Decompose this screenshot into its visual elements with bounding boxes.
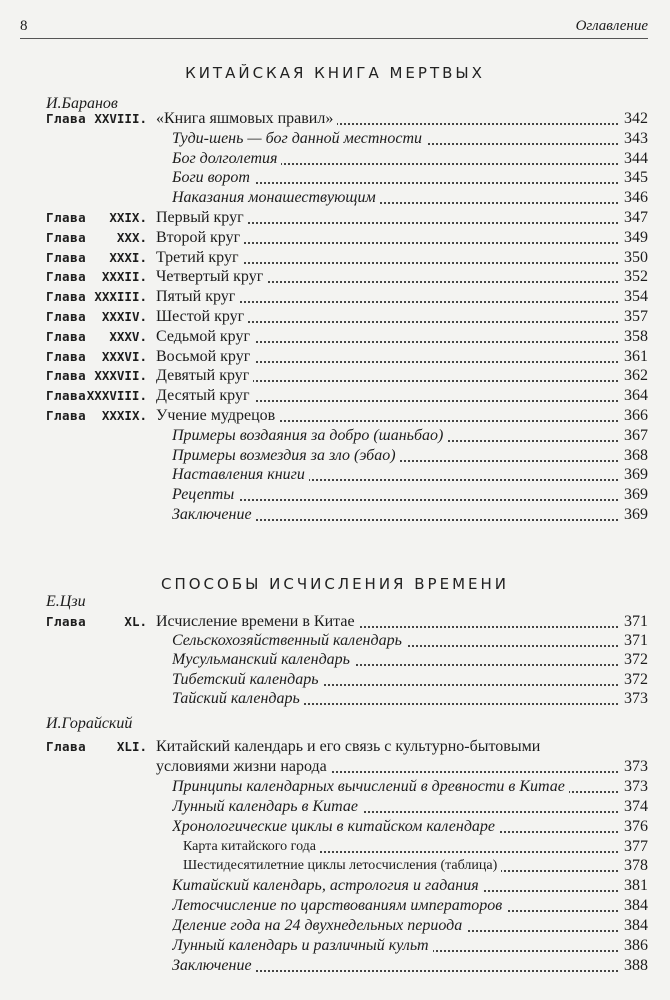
entry-title: Учение мудрецов (156, 407, 279, 424)
chapter-number: XXIX. (109, 210, 147, 225)
toc-entry[interactable] (0, 631, 670, 651)
entry-title: Китайский календарь и его связь с культурно-бытовыми (156, 738, 544, 755)
page-ref: 373 (624, 777, 648, 795)
toc-entry[interactable] (0, 347, 670, 367)
chapter-number: XXXIII. (94, 289, 147, 305)
page-ref: 374 (624, 797, 648, 815)
page-ref: 373 (624, 757, 648, 775)
toc-entry[interactable] (0, 837, 670, 857)
chapter-number: XL. (124, 614, 147, 629)
chapter-label: Глава (46, 309, 87, 324)
entry-title: Принципы календарных вычислений в древности в Китае (172, 778, 569, 795)
author-name: И.Баранов (46, 95, 118, 112)
page-ref: 347 (624, 209, 648, 226)
entry-title: Мусульманский календарь (172, 651, 354, 668)
toc-entry[interactable] (0, 208, 670, 228)
entry-title: Примеры воздаяния за добро (шаньбао) (172, 427, 447, 444)
dot-leader (172, 499, 618, 501)
toc-entry[interactable] (0, 168, 670, 188)
toc-entry[interactable] (0, 129, 670, 149)
toc-entry[interactable] (0, 505, 670, 525)
chapter-number: XXXVII. (94, 368, 147, 384)
page-ref: 371 (624, 632, 648, 650)
chapter-number: XXXI. (109, 249, 147, 265)
entry-title: Наставления книги (172, 466, 309, 483)
entry-title: Лунный календарь в Китае (172, 798, 362, 815)
page-ref: 368 (624, 446, 648, 464)
page-ref: 369 (624, 506, 648, 523)
entry-title: Заключение (172, 506, 256, 523)
chapter-label: Глава (46, 269, 87, 285)
toc-entry[interactable] (0, 612, 670, 632)
chapter-number: XLI. (116, 739, 147, 754)
page-ref: 384 (624, 897, 648, 915)
page-ref: 358 (624, 327, 648, 345)
page-ref: 344 (624, 149, 648, 167)
toc-entry[interactable] (0, 188, 670, 208)
entry-title: Десятый круг (156, 387, 254, 404)
entry-title: Второй круг (156, 229, 244, 246)
toc-entry[interactable] (0, 936, 670, 956)
chapter-label: Глава (46, 348, 87, 364)
toc-entry[interactable] (0, 757, 670, 777)
page-ref: 381 (624, 877, 648, 895)
chapter-label: Глава (46, 229, 87, 245)
chapter-label: Глава (46, 328, 87, 344)
page-ref: 371 (624, 613, 648, 630)
toc-entry[interactable] (0, 876, 670, 896)
entry-title: «Книга яшмовых правил» (156, 110, 337, 127)
chapter-label: Глава (46, 111, 87, 126)
entry-title: Шестой круг (156, 308, 248, 325)
chapter-number: XXXIV. (101, 309, 147, 324)
toc-entry[interactable] (0, 916, 670, 936)
page-ref: 342 (624, 110, 648, 127)
entry-title: Шестидесятилетние циклы летосчисления (таблица) (183, 858, 501, 873)
page-ref: 343 (624, 129, 648, 147)
page-ref: 376 (624, 817, 648, 835)
chapter-number: XXXV. (109, 328, 147, 344)
page-ref: 378 (624, 857, 648, 875)
page-ref: 366 (624, 407, 648, 424)
page-ref: 362 (624, 367, 648, 385)
toc-entry[interactable] (0, 327, 670, 347)
entry-title: условиями жизни народа (156, 758, 331, 775)
entry-title: Деление года на 24 двухнедельных периода (172, 917, 466, 934)
entry-title: Бог долголетия (172, 150, 281, 167)
chapter-label: Глава (46, 388, 87, 404)
toc-entry[interactable] (0, 777, 670, 797)
toc-entry[interactable] (0, 307, 670, 327)
toc-entry[interactable] (0, 797, 670, 817)
toc-entry[interactable] (0, 670, 670, 690)
entry-title: Летосчисление по царствованиям императоров (172, 897, 506, 914)
toc-entry[interactable] (0, 446, 670, 466)
page-ref: 349 (624, 228, 648, 246)
page-ref: 354 (624, 288, 648, 306)
entry-title: Восьмой круг (156, 348, 254, 365)
entry-title: Первый круг (156, 209, 248, 226)
page-ref: 388 (624, 956, 648, 974)
section-title-time: СПОСОБЫ ИСЧИСЛЕНИЯ ВРЕМЕНИ (161, 575, 509, 593)
page-ref: 357 (624, 308, 648, 325)
entry-title: Тайский календарь (172, 690, 304, 707)
toc-entry[interactable] (0, 267, 670, 287)
page-ref: 367 (624, 426, 648, 444)
toc-entry[interactable] (0, 689, 670, 709)
toc-entry[interactable] (0, 817, 670, 837)
chapter-number: XXXVI. (101, 348, 147, 364)
chapter-label: Глава (46, 249, 87, 265)
toc-entry[interactable] (0, 228, 670, 248)
page-ref: 372 (624, 670, 648, 688)
page-ref: 361 (624, 347, 648, 365)
page-ref: 373 (624, 689, 648, 707)
entry-title: Седьмой круг (156, 328, 254, 345)
chapter-label: Глава (46, 210, 87, 225)
chapter-label: Глава (46, 739, 87, 754)
entry-title: Четвертый круг (156, 268, 267, 285)
toc-entry[interactable] (0, 149, 670, 169)
author-name: И.Горайский (46, 715, 133, 732)
toc-entry[interactable] (0, 896, 670, 916)
chapter-label: Глава (46, 289, 87, 305)
toc-entry[interactable] (0, 366, 670, 386)
entry-title: Туди-шень — бог данной местности (172, 130, 426, 147)
toc-entry[interactable] (0, 406, 670, 426)
toc-entry[interactable] (0, 856, 670, 876)
entry-title: Лунный календарь и различный культ (172, 937, 433, 954)
page-ref: 345 (624, 169, 648, 187)
page-ref: 386 (624, 937, 648, 954)
page-ref: 377 (624, 837, 648, 855)
chapter-label: Глава (46, 368, 87, 384)
toc-entry[interactable] (0, 956, 670, 976)
entry-title: Тибетский календарь (172, 671, 322, 688)
page-number: 8 (20, 18, 28, 34)
toc-entry[interactable] (0, 737, 670, 757)
page-ref: 372 (624, 651, 648, 669)
entry-title: Боги ворот (172, 169, 254, 186)
toc-entry[interactable] (0, 426, 670, 446)
toc-entry[interactable] (0, 109, 670, 129)
page-ref: 384 (624, 917, 648, 935)
entry-title: Китайский календарь, астрология и гадания (172, 877, 483, 894)
page-ref: 350 (624, 248, 648, 266)
toc-entry[interactable] (0, 248, 670, 268)
entry-title: Карта китайского года (183, 839, 320, 854)
chapter-number: XXXII. (101, 269, 147, 285)
entry-title: Девятый круг (156, 367, 253, 384)
entry-title: Рецепты (172, 486, 238, 503)
entry-title: Примеры возмездия за зло (эбао) (172, 447, 400, 464)
entry-title: Заключение (172, 957, 256, 974)
entry-title: Пятый круг (156, 288, 239, 305)
chapter-number: XXXIX. (101, 408, 147, 423)
chapter-number: XXX. (116, 229, 147, 245)
entry-title: Исчисление времени в Китае (156, 613, 359, 630)
toc-entry[interactable] (0, 650, 670, 670)
toc-entry[interactable] (0, 287, 670, 307)
running-title: Оглавление (575, 18, 648, 34)
page-ref: 369 (624, 486, 648, 504)
entry-title: Наказания монашествующим (172, 189, 380, 206)
running-header (20, 16, 648, 39)
entry-title: Третий круг (156, 249, 243, 266)
toc-entry[interactable] (0, 386, 670, 406)
chapter-number: XXVIII. (94, 111, 147, 126)
entry-title: Сельскохозяйственный календарь (172, 632, 406, 649)
section-title-dead-book: КИТАЙСКАЯ КНИГА МЕРТВЫХ (185, 64, 485, 82)
chapter-label: Глава (46, 408, 87, 423)
author-name: Е.Цзи (46, 593, 86, 610)
toc-entry[interactable] (0, 465, 670, 485)
page-ref: 352 (624, 268, 648, 286)
toc-entry[interactable] (0, 485, 670, 505)
chapter-number: XXXVIII. (86, 388, 147, 404)
page-ref: 346 (624, 189, 648, 207)
entry-title: Хронологические циклы в китайском календаре (172, 818, 499, 835)
page-ref: 369 (624, 466, 648, 484)
page-ref: 364 (624, 387, 648, 405)
chapter-label: Глава (46, 614, 87, 629)
